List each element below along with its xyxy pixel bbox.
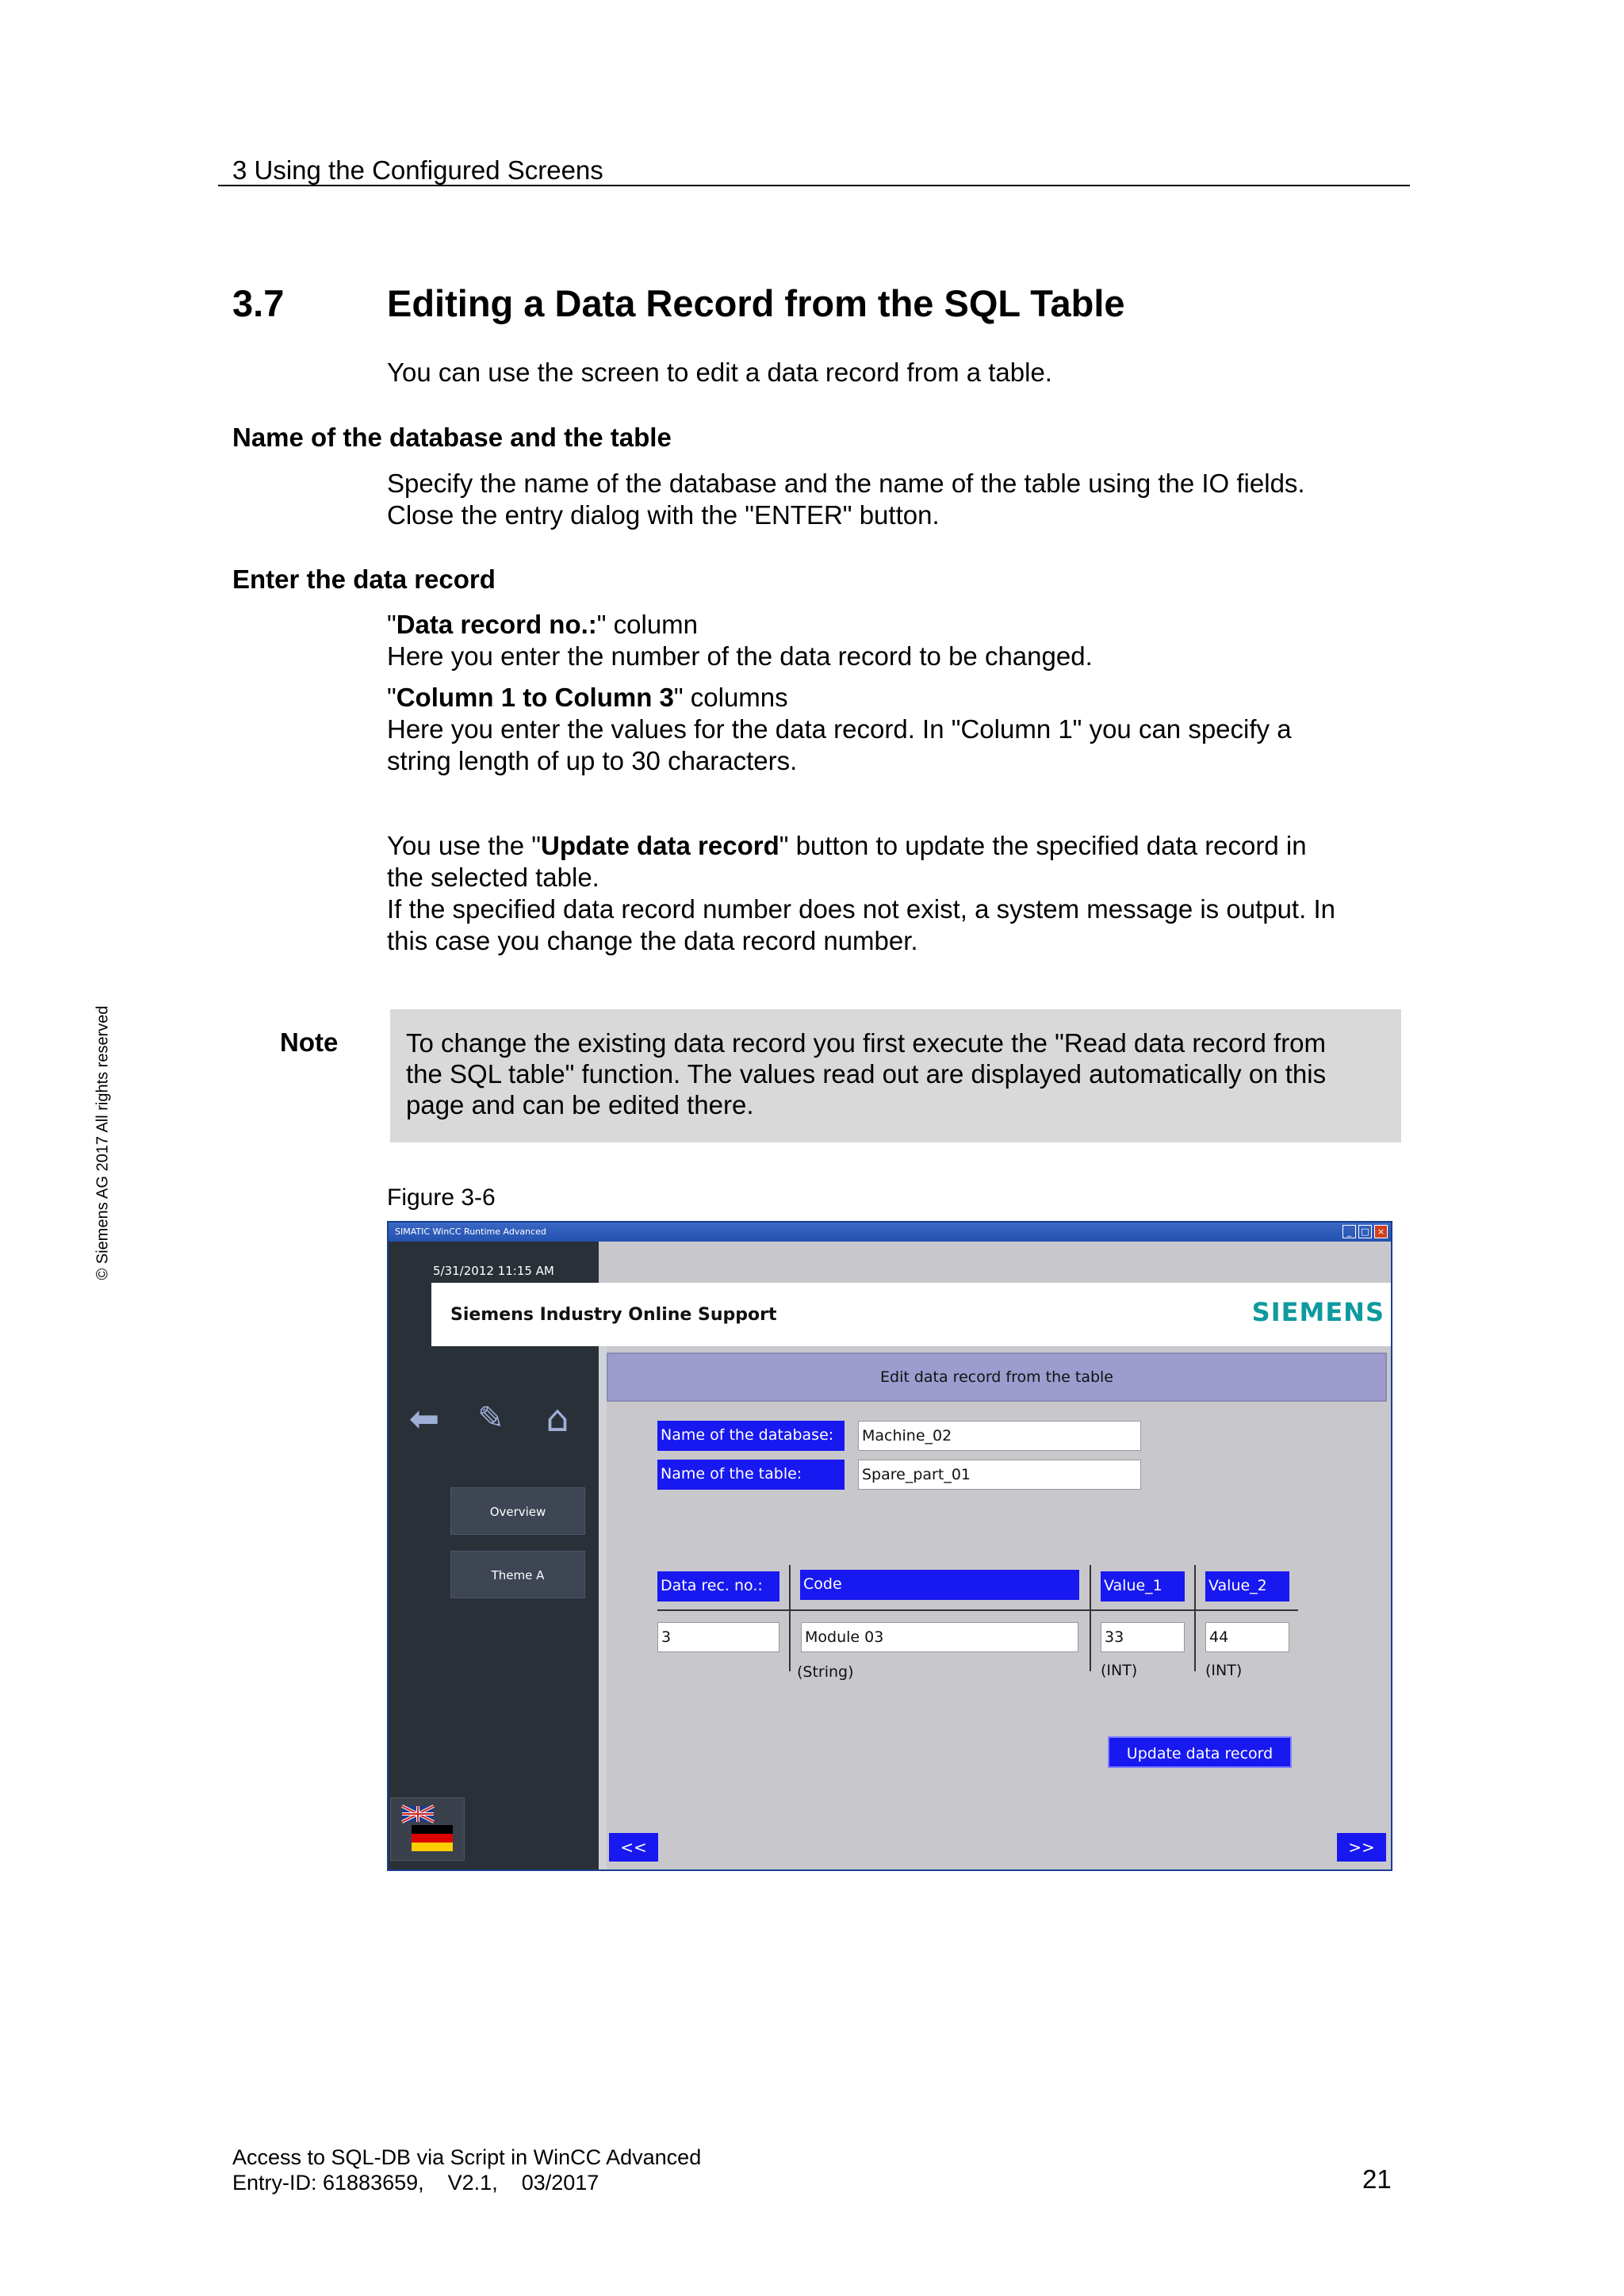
record-col1-paragraph bbox=[387, 609, 1386, 672]
note-line: To change the existing data record you first execute the "Read data record from bbox=[406, 1028, 1327, 1058]
note-label: Note bbox=[280, 1027, 339, 1057]
close-icon[interactable]: × bbox=[1374, 1225, 1388, 1238]
update-line: If the specified data record number does not exist, a system message is output. In bbox=[387, 894, 1335, 924]
panel-title: Edit data record from the table bbox=[607, 1353, 1387, 1402]
intro-text: You can use the screen to edit a data record from a table. bbox=[387, 358, 1052, 387]
db-name-field[interactable]: Machine_02 bbox=[858, 1421, 1141, 1451]
record-col1-suffix: " column bbox=[596, 610, 699, 639]
col-header-value2: Value_2 bbox=[1205, 1571, 1289, 1601]
update-line: this case you change the data record number. bbox=[387, 926, 918, 955]
flag-icon bbox=[391, 1798, 464, 1860]
table-name-field[interactable]: Spare_part_01 bbox=[858, 1460, 1141, 1490]
value1-field[interactable]: 33 bbox=[1101, 1622, 1185, 1652]
record-col1-title: "Data record no.:" column bbox=[387, 610, 699, 639]
note-line: page and can be edited there. bbox=[406, 1090, 754, 1119]
code-field[interactable]: Module 03 bbox=[801, 1622, 1078, 1652]
db-name-label: Name of the database: bbox=[657, 1421, 845, 1451]
record-cols-title: "Column 1 to Column 3" columns bbox=[387, 683, 788, 712]
record-cols-text: Here you enter the values for the data record. In "Column 1" you can specify a bbox=[387, 714, 1292, 744]
minimize-icon[interactable]: _ bbox=[1342, 1225, 1356, 1238]
hmi-header bbox=[431, 1283, 1392, 1346]
datetime: 5/31/2012 11:15 AM bbox=[433, 1264, 554, 1278]
siemens-logo: SIEMENS bbox=[1251, 1297, 1385, 1327]
record-heading: Enter the data record bbox=[232, 564, 496, 594]
brand-title: Siemens Industry Online Support bbox=[450, 1305, 777, 1325]
db-text-line: Specify the name of the database and the name of the table using the IO fields. bbox=[387, 469, 1305, 498]
db-text-line: Close the entry dialog with the "ENTER" button. bbox=[387, 500, 940, 530]
theme-a-button[interactable]: Theme A bbox=[450, 1551, 585, 1598]
note-text bbox=[406, 1027, 1389, 1120]
type-label: (INT) bbox=[1205, 1662, 1243, 1679]
table-divider bbox=[789, 1565, 791, 1671]
record-cols-paragraph bbox=[387, 682, 1386, 777]
col-header-code: Code bbox=[800, 1570, 1079, 1600]
update-line bbox=[387, 830, 1386, 862]
type-label: (INT) bbox=[1101, 1662, 1138, 1679]
update-bold: Update data record bbox=[541, 831, 779, 860]
top-strip bbox=[607, 1242, 1392, 1283]
table-header-rule bbox=[657, 1609, 1298, 1611]
record-cols-bold: Column 1 to Column 3 bbox=[396, 683, 674, 712]
prev-page-button[interactable]: << bbox=[609, 1833, 658, 1862]
wrench-icon[interactable]: ✎ bbox=[477, 1400, 504, 1437]
back-arrow-icon[interactable]: ⬅ bbox=[408, 1397, 440, 1440]
footer-entry-id: Entry-ID: 61883659, V2.1, 03/2017 bbox=[232, 2171, 599, 2195]
value2-field[interactable]: 44 bbox=[1205, 1622, 1289, 1652]
page-number: 21 bbox=[1362, 2164, 1392, 2194]
update-line: the selected table. bbox=[387, 863, 599, 892]
update-prefix: You use the " bbox=[387, 831, 541, 860]
header-rule bbox=[218, 185, 1410, 186]
table-name-label: Name of the table: bbox=[657, 1460, 845, 1490]
running-header: 3 Using the Configured Screens bbox=[232, 155, 603, 185]
record-cols-text: string length of up to 30 characters. bbox=[387, 746, 798, 775]
window-titlebar: SIMATIC WinCC Runtime Advanced bbox=[389, 1223, 1391, 1242]
col-header-value1: Value_1 bbox=[1101, 1571, 1185, 1601]
section-number: 3.7 bbox=[232, 282, 285, 324]
home-icon[interactable]: ⌂ bbox=[546, 1397, 569, 1440]
update-data-record-button[interactable]: Update data record bbox=[1108, 1736, 1292, 1768]
update-paragraph bbox=[387, 830, 1386, 957]
figure-caption: Figure 3-6 bbox=[387, 1184, 496, 1211]
col-header-datarec: Data rec. no.: bbox=[657, 1571, 779, 1601]
copyright-notice: © Siemens AG 2017 All rights reserved bbox=[94, 1005, 112, 1280]
language-flag-icon[interactable] bbox=[390, 1797, 465, 1861]
section-title: Editing a Data Record from the SQL Table bbox=[387, 282, 1125, 324]
record-col1-bold: Data record no.: bbox=[396, 610, 597, 639]
record-cols-suffix: " columns bbox=[673, 683, 788, 712]
next-page-button[interactable]: >> bbox=[1337, 1833, 1386, 1862]
hmi-screenshot bbox=[387, 1221, 1392, 1871]
note-line: the SQL table" function. The values read out are displayed automatically on this bbox=[406, 1059, 1327, 1089]
record-col1-text: Here you enter the number of the data record to be changed. bbox=[387, 641, 1093, 671]
overview-button[interactable]: Overview bbox=[450, 1487, 585, 1535]
datarec-field[interactable]: 3 bbox=[657, 1622, 779, 1652]
table-divider bbox=[1090, 1565, 1091, 1671]
table-divider bbox=[1194, 1565, 1196, 1671]
db-heading: Name of the database and the table bbox=[232, 423, 672, 452]
maximize-icon[interactable]: □ bbox=[1358, 1225, 1372, 1238]
footer-title: Access to SQL-DB via Script in WinCC Advanced bbox=[232, 2145, 702, 2169]
separator-bar bbox=[599, 1346, 607, 1871]
type-label: (String) bbox=[797, 1663, 854, 1681]
db-paragraph bbox=[387, 468, 1386, 531]
update-suffix: " button to update the specified data record in bbox=[779, 831, 1307, 860]
